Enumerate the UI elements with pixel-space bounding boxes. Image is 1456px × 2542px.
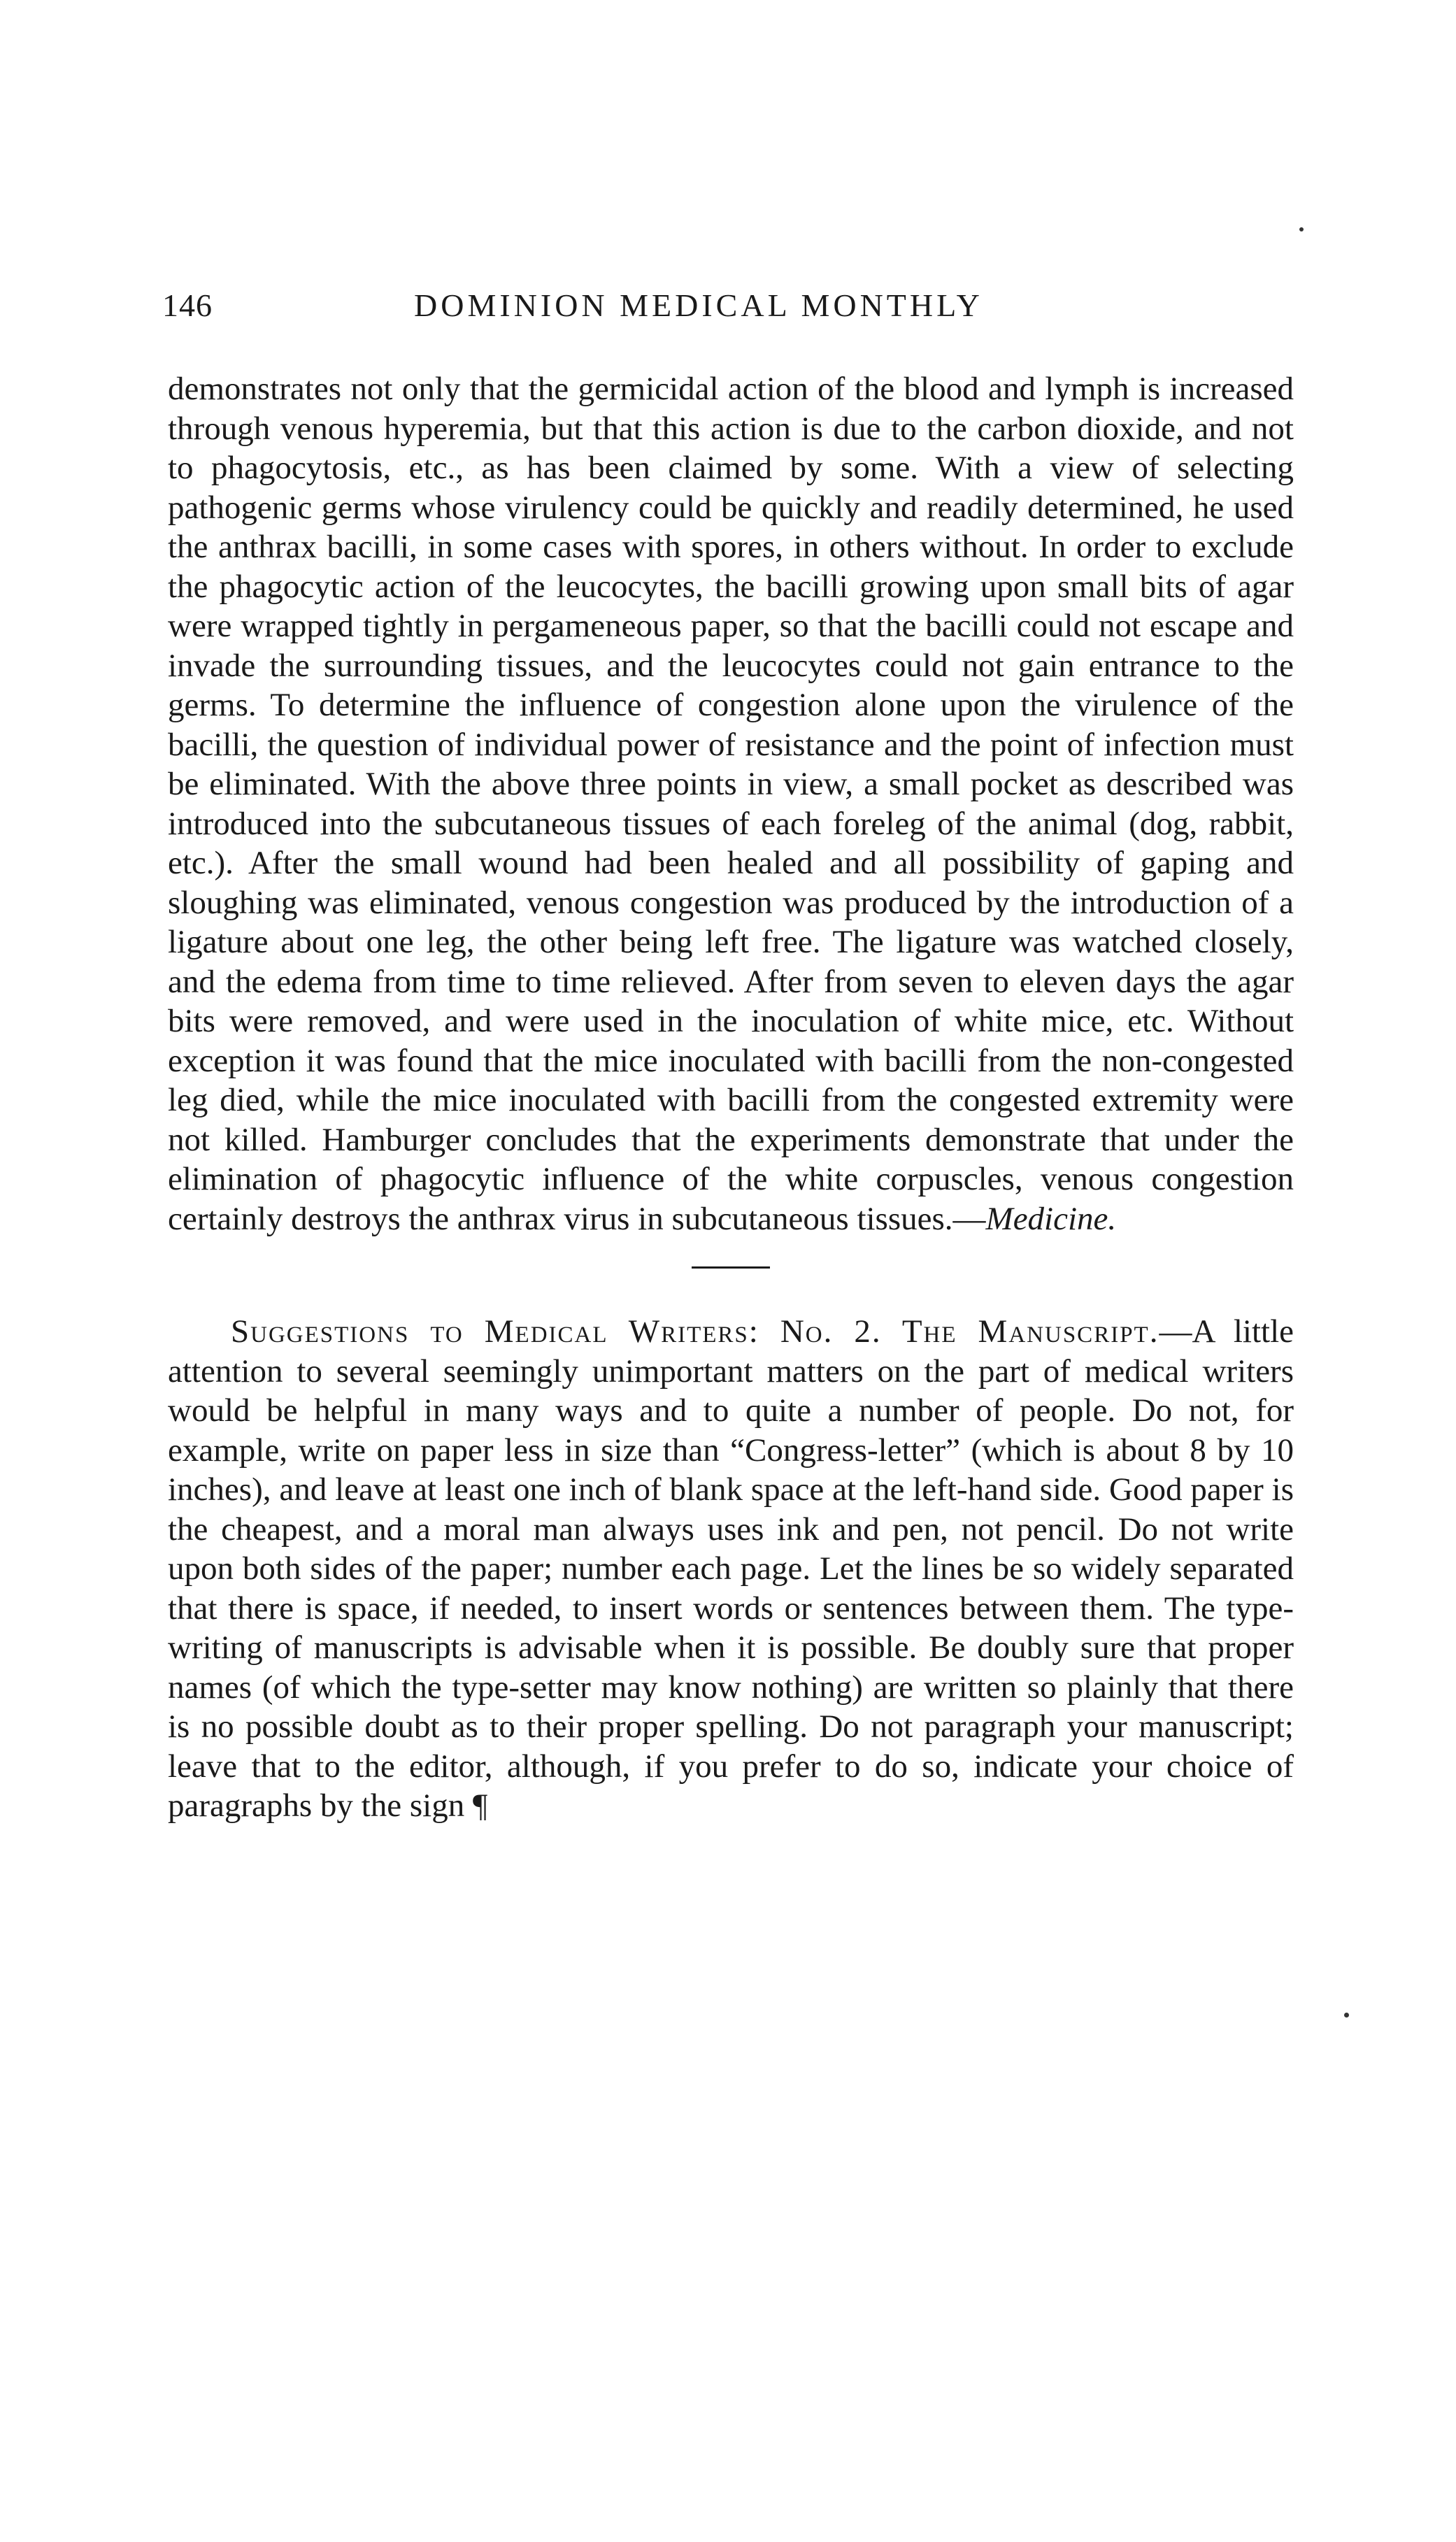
article-paragraph — [168, 369, 1294, 1238]
page-number: 146 — [162, 287, 213, 323]
article-paragraph — [168, 1312, 1294, 1826]
print-speck — [1299, 227, 1304, 231]
article-text: demonstrates not only that the germicidal action of the blood and lymph is increased through venous hyperemia, but that this action is due to the carbon dioxide, and not to phagocytosis, etc., as has been claimed by some. With a view of selecting pathogenic germs whose virulency could be quickly and readily determined, he used the anthrax bacilli, in some cases with spores, in others without. In order to exclude the phagocytic action of the leucocytes, the bacilli growing upon small bits of agar were wrapped tightly in pergameneous paper, so that the bacilli could not escape and invade the surrounding tissues, and the leucocytes could not gain entrance to the germs. To determine the influence of congestion alone upon the virulence of the bacilli, the question of individual power of resistance and the point of infection must be eliminated. With the above three points in view, a small pocket as described was introduced into the subcutaneous tissues of each foreleg of the animal (dog, rabbit, etc.). After the small wound had been healed and all possibility of gaping and sloughing was eliminated, venous congestion was produced by the introduction of a ligature about one leg, the other being left free. The ligature was watched closely, and the edema from time to time relieved. After from seven to eleven days the agar bits were removed, and were used in the inoculation of white mice, etc. Without exception it was found that the mice inoculated with bacilli from the non-congested leg died, while the mice inoculated with bacilli from the congested extremity were not killed. Hamburger concludes that the experiments demonstrate that under the elimination of phagocytic influence of the white corpuscles, venous congestion certainly destroys the anthrax virus in subcutaneous tissues.— — [168, 371, 1294, 1237]
page-header — [162, 287, 1294, 336]
print-speck — [1344, 2013, 1349, 2018]
article-source: Medicine. — [985, 1200, 1117, 1237]
body-text — [168, 369, 1294, 1826]
section-heading: Suggestions to Medical Writers: No. 2. The Manuscript. — [231, 1313, 1159, 1350]
article-text: —A little attention to several seemingly unimportant matters on the part of medical writers would be helpful in many ways and to quite a number of people. Do not, for example, write on paper less in size than “Congress-letter” (which is about 8 by 10 inches), and leave at least one inch of blank space at the left-hand side. Good paper is the cheapest, and a moral man always uses ink and pen, not pencil. Do not write upon both sides of the paper; number each page. Let the lines be so widely separated that there is space, if needed, to insert words or sentences between them. The type-writing of manuscripts is advisable when it is possible. Be doubly sure that proper names (of which the type-setter may know nothing) are written so plainly that there is no possible doubt as to their proper spelling. Do not paragraph your manuscript; leave that to the editor, although, if you prefer to do so, indicate your choice of paragraphs by the sign ¶ — [168, 1313, 1294, 1824]
section-divider — [692, 1266, 770, 1269]
running-head: DOMINION MEDICAL MONTHLY — [414, 287, 983, 323]
